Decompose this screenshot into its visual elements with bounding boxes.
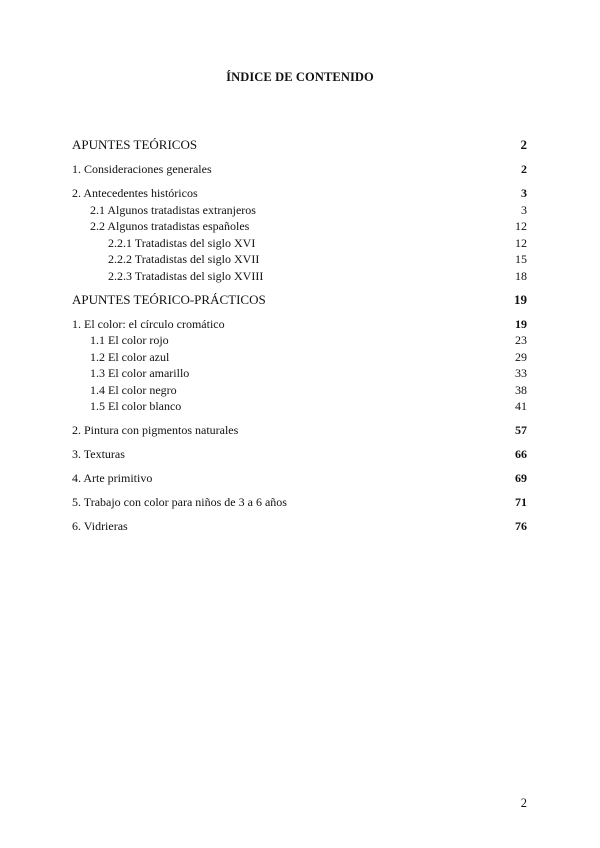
toc-entry-label: 1.1 El color rojo [90, 333, 169, 347]
toc-entry-label: 1.5 El color blanco [90, 399, 182, 413]
toc-entry-page: 76 [515, 519, 527, 533]
toc-entry-label: 2.2.3 Tratadistas del siglo XVIII [108, 268, 264, 283]
toc-entry-label: APUNTES TEÓRICOS [72, 137, 198, 152]
toc-section-teorico-practicos[interactable] [72, 292, 527, 309]
toc-entry-page: 19 [515, 316, 527, 331]
toc-entry[interactable] [72, 382, 527, 399]
toc-entry-label: 2.1 Algunos tratadistas extranjeros [90, 202, 256, 217]
toc-entry-page: 29 [515, 349, 527, 364]
toc-entry-label: 2. Antecedentes históricos [72, 186, 198, 200]
toc-entry[interactable] [72, 251, 527, 268]
toc-entry-page: 12 [515, 219, 527, 233]
toc-entry-label: 1.4 El color negro [90, 382, 177, 397]
page-title: ÍNDICE DE CONTENIDO [226, 70, 374, 84]
toc-entry-page: 71 [515, 495, 527, 509]
toc-entry[interactable] [72, 185, 527, 202]
toc-entry-page: 66 [515, 447, 527, 461]
toc-entry-page: 19 [514, 291, 527, 307]
toc-entry-label: 2. Pintura con pigmentos naturales [72, 423, 239, 437]
toc-entry-page: 12 [515, 235, 527, 250]
toc-entry[interactable] [72, 518, 527, 535]
toc-entry[interactable] [72, 218, 527, 235]
table-of-contents [72, 137, 527, 535]
toc-section-teoricos[interactable] [72, 137, 527, 154]
toc-entry-page: 3 [521, 186, 527, 200]
toc-entry-page: 15 [515, 252, 527, 266]
toc-entry-page: 23 [515, 333, 527, 347]
toc-entry[interactable] [72, 365, 527, 382]
toc-entry-page: 3 [521, 202, 527, 217]
toc-entry-label: 5. Trabajo con color para niños de 3 a 6 años [72, 495, 287, 509]
toc-entry[interactable] [72, 494, 527, 511]
toc-entry-page: 2 [521, 162, 527, 176]
toc-entry-label: 1.2 El color azul [90, 349, 170, 364]
toc-entry-label: APUNTES TEÓRICO-PRÁCTICOS [72, 291, 266, 307]
toc-entry[interactable] [72, 470, 527, 487]
toc-entry-page: 57 [515, 423, 527, 437]
toc-entry-label: 1.3 El color amarillo [90, 366, 190, 380]
toc-entry[interactable] [72, 398, 527, 415]
toc-entry-page: 33 [515, 366, 527, 380]
toc-entry[interactable] [72, 268, 527, 285]
toc-entry[interactable] [72, 332, 527, 349]
toc-entry-label: 4. Arte primitivo [72, 471, 153, 485]
toc-entry-label: 3. Texturas [72, 447, 125, 461]
toc-entry[interactable] [72, 349, 527, 366]
toc-entry[interactable] [72, 422, 527, 439]
toc-entry-label: 6. Vidrieras [72, 519, 128, 533]
toc-entry[interactable] [72, 235, 527, 252]
toc-entry-label: 1. Consideraciones generales [72, 162, 212, 176]
toc-entry[interactable] [72, 316, 527, 333]
toc-entry[interactable] [72, 446, 527, 463]
toc-entry-page: 69 [515, 471, 527, 485]
toc-entry[interactable] [72, 161, 527, 178]
toc-entry-label: 1. El color: el círculo cromático [72, 316, 225, 331]
toc-entry-page: 38 [515, 382, 527, 397]
toc-entry-page: 41 [515, 399, 527, 413]
toc-entry[interactable] [72, 202, 527, 219]
toc-entry-label: 2.2 Algunos tratadistas españoles [90, 219, 250, 233]
toc-entry-label: 2.2.1 Tratadistas del siglo XVI [108, 235, 256, 250]
toc-entry-label: 2.2.2 Tratadistas del siglo XVII [108, 252, 260, 266]
page-number: 2 [520, 796, 527, 810]
toc-entry-page: 2 [520, 137, 527, 152]
toc-entry-page: 18 [515, 268, 527, 283]
